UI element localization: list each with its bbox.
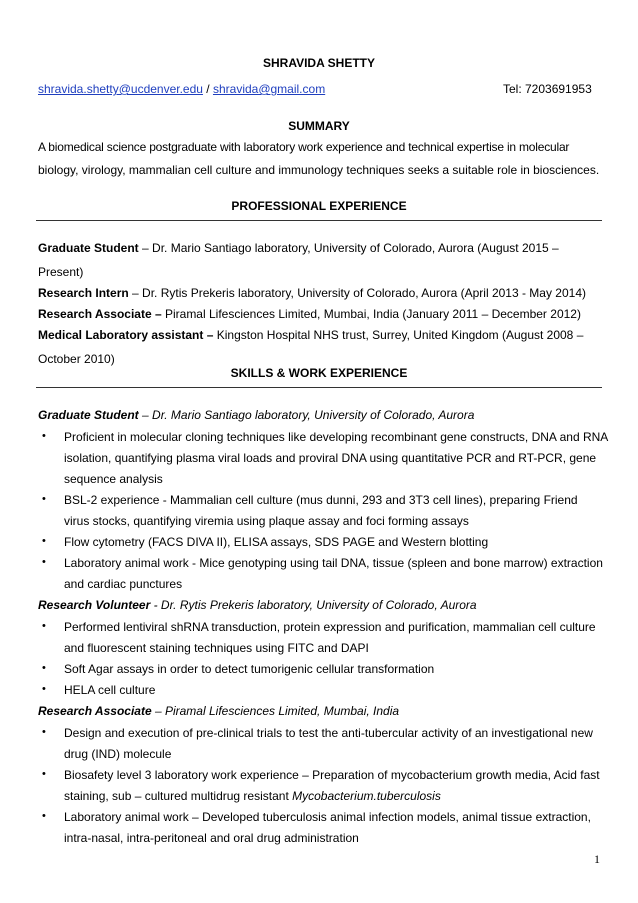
skills-heading: SKILLS & WORK EXPERIENCE bbox=[230, 366, 408, 380]
list-item-continued: intra-nasal, intra-peritoneal and oral drug administration bbox=[64, 831, 359, 845]
bullet-icon: • bbox=[42, 620, 46, 632]
bullet-icon: • bbox=[42, 430, 46, 442]
bullet-icon: • bbox=[42, 493, 46, 505]
bullet-icon: • bbox=[42, 726, 46, 738]
list-item: Proficient in molecular cloning techniques like developing recombinant gene constructs, DNA and RNA bbox=[64, 430, 609, 444]
list-item: Performed lentiviral shRNA transduction, protein expression and purification, mammalian cell culture bbox=[64, 620, 596, 634]
list-item-continued: virus stocks, quantifying viremia using plaque assay and foci forming assays bbox=[64, 514, 469, 528]
bullet-icon: • bbox=[42, 683, 46, 695]
list-item-continued: and cardiac punctures bbox=[64, 577, 183, 591]
list-item: Soft Agar assays in order to detect tumorigenic cellular transformation bbox=[64, 662, 435, 676]
section-divider bbox=[36, 220, 602, 221]
professional-experience-heading: PROFESSIONAL EXPERIENCE bbox=[231, 199, 407, 213]
list-item-continued: drug (IND) molecule bbox=[64, 747, 172, 761]
summary-heading: SUMMARY bbox=[288, 119, 350, 133]
bullet-icon: • bbox=[42, 768, 46, 780]
list-item-continued: sequence analysis bbox=[64, 472, 163, 486]
list-item: BSL-2 experience - Mammalian cell culture (mus dunni, 293 and 3T3 cell lines), preparing Friend bbox=[64, 493, 578, 507]
summary-line-1: A biomedical science postgraduate with laboratory work experience and technical expertise in molecular bbox=[38, 140, 570, 154]
experience-entry: Medical Laboratory assistant – Kingston Hospital NHS trust, Surrey, United Kingdom (August 2008 – bbox=[38, 328, 584, 342]
bullet-icon: • bbox=[42, 810, 46, 822]
section-divider bbox=[36, 387, 602, 388]
contact-line bbox=[38, 83, 325, 95]
experience-entry: Research Associate – Piramal Lifesciences Limited, Mumbai, India (January 2011 – December 2012) bbox=[38, 307, 581, 321]
skills-section-header: Research Associate – Piramal Lifesciences Limited, Mumbai, India bbox=[38, 704, 400, 718]
page-number: 1 bbox=[594, 852, 600, 866]
list-item-continued: isolation, quantifying plasma viral loads and proviral DNA using quantitative PCR and RT-PCR, gene bbox=[64, 451, 597, 465]
phone-number: Tel: 7203691953 bbox=[503, 82, 592, 96]
list-item: Design and execution of pre-clinical trials to test the anti-tubercular activity of an investigational new bbox=[64, 726, 593, 740]
list-item: Laboratory animal work – Developed tuberculosis animal infection models, animal tissue extraction, bbox=[64, 810, 591, 824]
bullet-icon: • bbox=[42, 662, 46, 674]
email-link-secondary[interactable]: shravida@gmail.com bbox=[212, 82, 326, 96]
list-item: Flow cytometry (FACS DIVA II), ELISA assays, SDS PAGE and Western blotting bbox=[64, 535, 489, 549]
list-item-continued: and fluorescent staining techniques using FITC and DAPI bbox=[64, 641, 369, 655]
list-item-continued: staining, sub – cultured multidrug resistant Mycobacterium.tuberculosis bbox=[64, 789, 441, 803]
experience-entry-continued: Present) bbox=[38, 265, 84, 279]
email-separator: / bbox=[202, 82, 213, 96]
summary-line-2: biology, virology, mammalian cell culture and immunology techniques seeks a suitable role in biosciences. bbox=[38, 163, 600, 177]
experience-entry: Research Intern – Dr. Rytis Prekeris laboratory, University of Colorado, Aurora (April 2013 - May 2014) bbox=[38, 286, 586, 300]
bullet-icon: • bbox=[42, 556, 46, 568]
list-item: Laboratory animal work - Mice genotyping using tail DNA, tissue (spleen and bone marrow) extraction bbox=[64, 556, 603, 570]
list-item: Biosafety level 3 laboratory work experience – Preparation of mycobacterium growth media, Acid fast bbox=[64, 768, 600, 782]
candidate-name: SHRAVIDA SHETTY bbox=[262, 56, 375, 70]
skills-section-header: Research Volunteer - Dr. Rytis Prekeris laboratory, University of Colorado, Aurora bbox=[38, 598, 477, 612]
skills-section-header: Graduate Student – Dr. Mario Santiago laboratory, University of Colorado, Aurora bbox=[38, 408, 475, 422]
email-link-primary[interactable]: shravida.shetty@ucdenver.edu bbox=[38, 82, 203, 96]
list-item: HELA cell culture bbox=[64, 683, 156, 697]
bullet-icon: • bbox=[42, 535, 46, 547]
experience-entry-continued: October 2010) bbox=[38, 352, 115, 366]
experience-entry: Graduate Student – Dr. Mario Santiago laboratory, University of Colorado, Aurora (August 2015 – bbox=[38, 241, 559, 255]
